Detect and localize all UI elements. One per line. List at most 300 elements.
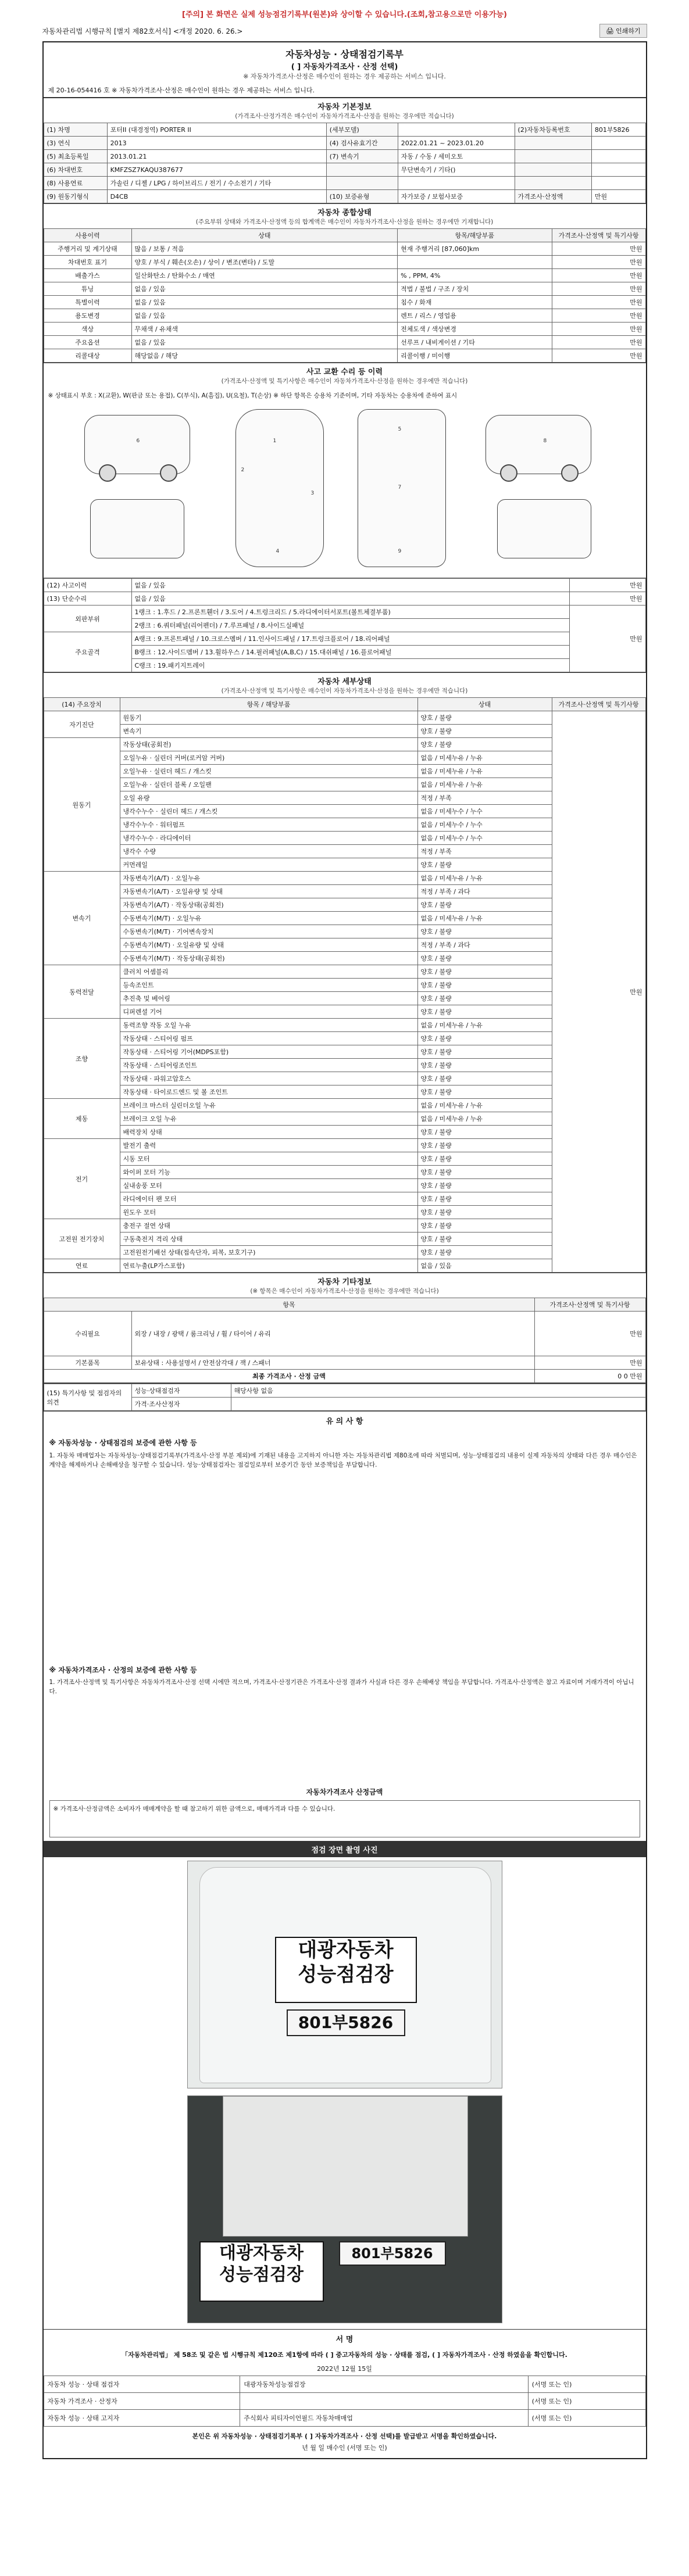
device-item: 작동상태 · 스티어링 펌프 bbox=[120, 1032, 417, 1045]
basic-cell bbox=[515, 137, 591, 150]
signer-role: 자동차 가격조사 · 산정자 bbox=[44, 2392, 240, 2409]
device-state: 양호 / 불량 bbox=[417, 1179, 552, 1192]
device-item: 라디에이터 팬 모터 bbox=[120, 1192, 417, 1206]
basic-cell bbox=[398, 177, 515, 190]
remarks-label: (15) 특기사항 및 점검자의 의견 bbox=[44, 1384, 131, 1411]
basic-cell: (5) 최초등록일 bbox=[44, 150, 107, 163]
device-state: 양호 / 불량 bbox=[417, 1059, 552, 1072]
general-cell: 특별이력 bbox=[44, 296, 131, 309]
sign-section bbox=[44, 2329, 646, 2458]
basic-cell: (9) 원동기형식 bbox=[44, 190, 107, 203]
basic-cell: (7) 변속기 bbox=[326, 150, 398, 163]
device-state: 적정 / 부족 / 과다 bbox=[417, 938, 552, 952]
sign-footer-line: 년 월 일 매수인 (서명 또는 인) bbox=[302, 2444, 387, 2452]
top-bar bbox=[42, 24, 647, 38]
device-state: 양호 / 불량 bbox=[417, 1192, 552, 1206]
basic-cell: (10) 보증유형 bbox=[326, 190, 398, 203]
basic-cell: (3) 연식 bbox=[44, 137, 107, 150]
general-cell: 튜닝 bbox=[44, 282, 131, 296]
etc-desc: (※ 항목은 매수인이 자동차가격조사·산정을 원하는 경우에만 적습니다) bbox=[250, 1288, 439, 1295]
general-cell: 없음 / 있음 bbox=[131, 282, 398, 296]
device-item: 작동상태 · 스티어링 기어(MDPS포함) bbox=[120, 1045, 417, 1059]
general-cell: 만원 bbox=[552, 256, 645, 269]
repair-needed-label: 수리필요 bbox=[44, 1312, 131, 1356]
doc-number: 제 20-16-054416 호 ※ 자동차가격조사·산정은 매수인이 원하는 경우 제공하는 서비스 입니다. bbox=[44, 83, 646, 98]
accident-desc: (가격조사·산정액 및 특기사항은 매수인이 자동차가격조사·산정을 원하는 경우에만 적습니다) bbox=[221, 378, 468, 385]
device-item: 동력조향 작동 오일 누유 bbox=[120, 1019, 417, 1032]
device-state: 적정 / 부족 bbox=[417, 845, 552, 858]
basic-cell: D4CB bbox=[107, 190, 326, 203]
general-cell: 만원 bbox=[552, 242, 645, 256]
device-state: 양호 / 불량 bbox=[417, 898, 552, 912]
sign-line2: 성능점검장 bbox=[298, 1963, 394, 1987]
general-desc: (주요부위 상태와 가격조사·산정액 등의 합계액은 매수인이 자동차가격조사·산정을 원하는 경우에만 기재합니다) bbox=[195, 218, 494, 225]
device-state: 양호 / 불량 bbox=[417, 1206, 552, 1219]
diagram-label: 6 bbox=[136, 438, 140, 444]
accident-table bbox=[44, 578, 646, 672]
doc-title: 자동차성능 · 상태점검기록부 bbox=[285, 49, 404, 60]
general-cell: 용도변경 bbox=[44, 309, 131, 323]
basic-cell bbox=[326, 177, 398, 190]
general-cell: 해당없음 / 해당 bbox=[131, 349, 398, 363]
signer-name: 대광자동차성능점검장 bbox=[240, 2376, 528, 2392]
device-item: 자동변속기(A/T) · 작동상태(공회전) bbox=[120, 898, 417, 912]
column-header: 가격조사·산정액 및 특기사항 bbox=[552, 229, 645, 242]
basic-cell: 801부5826 bbox=[591, 123, 645, 137]
general-cell: 무채색 / 유채색 bbox=[131, 323, 398, 336]
license-plate: 801부5826 bbox=[339, 2241, 446, 2266]
device-item: 연료누출(LP가스포함) bbox=[120, 1259, 417, 1273]
photo-wrap bbox=[44, 2092, 646, 2329]
signer-name bbox=[240, 2392, 528, 2409]
device-group-label: 연료 bbox=[44, 1259, 120, 1273]
diagram-label: 3 bbox=[310, 490, 315, 496]
table-row bbox=[44, 150, 645, 163]
basic-cell bbox=[591, 137, 645, 150]
device-item: 원동기 bbox=[120, 711, 417, 725]
main-frame-c: C랭크 : 19.패키지트레이 bbox=[131, 659, 569, 672]
table-row bbox=[44, 282, 645, 296]
basic-info-title: 자동차 기본정보 bbox=[317, 103, 372, 112]
doc-subtitle-note: ※ 자동차가격조사·산정은 매수인이 원하는 경우 제공하는 서비스 입니다. bbox=[243, 73, 446, 80]
device-item: 오일누유 · 실린더 헤드 / 개스킷 bbox=[120, 765, 417, 778]
general-cell bbox=[398, 256, 552, 269]
device-state: 양호 / 불량 bbox=[417, 1233, 552, 1246]
signer-sign: (서명 또는 인) bbox=[528, 2392, 645, 2409]
basic-cell bbox=[515, 163, 591, 177]
price-cell: 만원 bbox=[569, 606, 645, 672]
table-row bbox=[44, 242, 645, 256]
general-cell: 양호 / 부식 / 훼손(오손) / 상이 / 변조(변타) / 도말 bbox=[131, 256, 398, 269]
diagram-label: 2 bbox=[241, 467, 245, 473]
main-frame-b: B랭크 : 12.사이드멤버 / 13.휠하우스 / 14.필러패널(A,B,C) / 15.대쉬패널 / 16.플로어패널 bbox=[131, 646, 569, 659]
notes-sec3-title: 자동차가격조사 산정금액 bbox=[306, 1788, 383, 1797]
column-header: 사용이력 bbox=[44, 229, 131, 242]
inspector-table bbox=[44, 1384, 646, 1411]
cargo-box-icon bbox=[223, 2096, 468, 2237]
device-state: 양호 / 불량 bbox=[417, 952, 552, 965]
basic-cell bbox=[398, 123, 515, 137]
device-state: 없음 / 미세누유 / 누유 bbox=[417, 778, 552, 791]
detail-title: 자동차 세부상태 bbox=[317, 678, 372, 686]
device-item: 수동변속기(M/T) · 오일누유 bbox=[120, 912, 417, 925]
device-state: 없음 / 미세누유 / 누유 bbox=[417, 1019, 552, 1032]
device-state: 양호 / 불량 bbox=[417, 725, 552, 738]
wheel-icon bbox=[99, 464, 116, 482]
basic-cell: 포터II (대경정역) PORTER II bbox=[107, 123, 326, 137]
print-button[interactable] bbox=[599, 24, 647, 38]
table-row bbox=[44, 296, 645, 309]
signer-sign: (서명 또는 인) bbox=[528, 2409, 645, 2426]
column-header: 항목 / 해당부품 bbox=[120, 698, 417, 711]
table-row bbox=[44, 659, 645, 672]
device-item: 오일누유 · 실린더 커버(로커암 커버) bbox=[120, 751, 417, 765]
device-group-label: 동력전달 bbox=[44, 965, 120, 1019]
device-state: 없음 / 미세누수 / 누수 bbox=[417, 818, 552, 832]
device-state: 양호 / 불량 bbox=[417, 1152, 552, 1166]
device-state: 없음 / 미세누유 / 누유 bbox=[417, 872, 552, 885]
diagram-label: 4 bbox=[276, 549, 280, 554]
device-item: 윈도우 모터 bbox=[120, 1206, 417, 1219]
device-item: 배력장치 상태 bbox=[120, 1126, 417, 1139]
basic-cell: (2)자동차등록번호 bbox=[515, 123, 591, 137]
general-cell: 적법 / 불법 / 구조 / 장치 bbox=[398, 282, 552, 296]
basic-cell: (1) 차명 bbox=[44, 123, 107, 137]
price-cell: 만원 bbox=[569, 592, 645, 606]
device-state: 양호 / 불량 bbox=[417, 711, 552, 725]
column-header: 항목 bbox=[44, 1298, 534, 1312]
table-row bbox=[44, 646, 645, 659]
device-item: 오일 유량 bbox=[120, 791, 417, 805]
table-row bbox=[44, 2376, 645, 2392]
device-item: 수동변속기(M/T) · 기어변속장치 bbox=[120, 925, 417, 938]
device-group-label: 조향 bbox=[44, 1019, 120, 1099]
device-item: 디퍼렌셜 기어 bbox=[120, 1005, 417, 1019]
table-row bbox=[44, 1356, 645, 1370]
vehicle-diagram bbox=[44, 403, 646, 578]
sign-header: 서 명 bbox=[335, 2335, 354, 2344]
basic-items-value: 보유상태 : 사용설명서 / 안전삼각대 / 잭 / 스패너 bbox=[131, 1356, 534, 1370]
device-item: 냉각수누수 · 라디에이터 bbox=[120, 832, 417, 845]
wheel-icon bbox=[561, 464, 579, 482]
car-front-icon bbox=[90, 499, 184, 558]
etc-table bbox=[44, 1298, 646, 1383]
column-header: 상태 bbox=[131, 229, 398, 242]
device-group-label: 원동기 bbox=[44, 738, 120, 872]
device-item: 작동상태 · 스티어링조인트 bbox=[120, 1059, 417, 1072]
signer-sign: (서명 또는 인) bbox=[528, 2376, 645, 2392]
inspection-sign bbox=[275, 1937, 417, 2003]
device-state: 양호 / 불량 bbox=[417, 979, 552, 992]
device-item: 변속기 bbox=[120, 725, 417, 738]
inspection-sign bbox=[199, 2241, 324, 2302]
notes-header: 유 의 사 항 bbox=[326, 1417, 363, 1426]
exterior-rank2: 2랭크 : 6.쿼터패널(리어펜더) / 7.루프패널 / 8.사이드실패널 bbox=[131, 619, 569, 632]
page bbox=[42, 0, 647, 2459]
appraiser-opinion bbox=[231, 1398, 645, 1411]
table-row bbox=[44, 229, 645, 242]
device-state: 양호 / 불량 bbox=[417, 1045, 552, 1059]
basic-cell: 자가보증 / 보험사보증 bbox=[398, 190, 515, 203]
notes-sec1-body: 1. 자동차 매매업자는 자동차성능·상태점검기록부(가격조사·산정 부분 제외)에 기재된 내용을 고지하지 아니한 자는 자동차관리법 제80조에 따라 처벌되며, 성능·상태점검의 내용이 실제 자동차의 상태와 다른 경우 매수인은 계약을 해제하거나 손해배상을 청구할 수 있습니다. 성능·상태점검자는 점검일로부터 보증기간 동안 보증책임을 부담합니다. bbox=[49, 1452, 637, 1468]
basic-cell: 무단변속기 / 기타() bbox=[398, 163, 515, 177]
device-state: 적정 / 부족 / 과다 bbox=[417, 885, 552, 898]
table-row bbox=[44, 177, 645, 190]
sign-line2: 성능점검장 bbox=[219, 2265, 304, 2285]
basic-cell: 2022.01.21 ~ 2023.01.20 bbox=[398, 137, 515, 150]
front-photo bbox=[187, 1861, 502, 2088]
sign-footer: 본인은 위 자동차성능 · 상태점검기록부 ( ] 자동차가격조사 · 산정 선택)를 발급받고 서명을 확인하였습니다. bbox=[192, 2432, 497, 2440]
car-side-right-icon bbox=[485, 415, 591, 474]
warning-notice: [주의] 본 화면은 실제 성능점검기록부(원본)와 상이할 수 있습니다.(조회,참고용으로만 이용가능) bbox=[182, 10, 507, 19]
general-cell: 선루프 / 내비게이션 / 기타 bbox=[398, 336, 552, 349]
device-item: 발전기 출력 bbox=[120, 1139, 417, 1152]
table-row bbox=[44, 163, 645, 177]
table-row bbox=[44, 619, 645, 632]
device-item: 충전구 절연 상태 bbox=[120, 1219, 417, 1233]
simple-repair-label: (13) 단순수리 bbox=[44, 592, 131, 606]
device-state: 양호 / 불량 bbox=[417, 1219, 552, 1233]
basic-cell: (세부모델) bbox=[326, 123, 398, 137]
basic-cell: 가격조사·산정액 bbox=[515, 190, 591, 203]
device-state: 적정 / 부족 bbox=[417, 791, 552, 805]
general-cell: 만원 bbox=[552, 309, 645, 323]
signer-name: 주식회사 피티자이언필드 자동차매매업 bbox=[240, 2409, 528, 2426]
table-row bbox=[44, 592, 645, 606]
price-cell: 만원 bbox=[569, 579, 645, 592]
notes-sec2-title: ※ 자동차가격조사 · 산정의 보증에 관한 사항 등 bbox=[49, 1665, 197, 1674]
basic-items-label: 기본품목 bbox=[44, 1356, 131, 1370]
table-row bbox=[44, 336, 645, 349]
device-state: 양호 / 불량 bbox=[417, 1126, 552, 1139]
sign-line1: 대광자동차 bbox=[298, 1938, 394, 1962]
column-header: 항목/해당부품 bbox=[398, 229, 552, 242]
basic-cell bbox=[591, 150, 645, 163]
accident-history-label: (12) 사고이력 bbox=[44, 579, 131, 592]
general-cell: 일산화탄소 / 탄화수소 / 매연 bbox=[131, 269, 398, 282]
notes-sec1-title: ※ 자동차성능 · 상태점검의 보증에 관한 사항 등 bbox=[49, 1439, 197, 1447]
device-state: 없음 / 미세누유 / 누유 bbox=[417, 765, 552, 778]
table-row bbox=[44, 698, 645, 711]
table-row bbox=[44, 1384, 645, 1398]
general-cell: 리콜이행 / 미이행 bbox=[398, 349, 552, 363]
general-cell: 만원 bbox=[552, 282, 645, 296]
table-row bbox=[44, 579, 645, 592]
car-frame-icon bbox=[358, 409, 446, 567]
exterior-rank1: 1랭크 : 1.후드 / 2.프론트휀더 / 3.도어 / 4.트렁크리드 / 5.라디에이터서포트(볼트체결부품) bbox=[131, 606, 569, 619]
total-label: 최종 가격조사 · 산정 금액 bbox=[44, 1370, 534, 1383]
device-item: 와이퍼 모터 기능 bbox=[120, 1166, 417, 1179]
device-item: 구동축전지 격리 상태 bbox=[120, 1233, 417, 1246]
photo-wrap bbox=[44, 1857, 646, 2092]
simple-repair-value: 없음 / 있음 bbox=[131, 592, 569, 606]
basic-cell bbox=[326, 163, 398, 177]
device-item: 등속조인트 bbox=[120, 979, 417, 992]
device-item: 추진축 및 베어링 bbox=[120, 992, 417, 1005]
device-state: 양호 / 불량 bbox=[417, 858, 552, 872]
table-row bbox=[44, 1312, 645, 1356]
table-row bbox=[44, 2409, 645, 2426]
device-item: 고전원전기배선 상태(접속단자, 피복, 보호기구) bbox=[120, 1246, 417, 1259]
table-row bbox=[44, 1370, 645, 1383]
inspection-record bbox=[42, 41, 647, 2459]
device-state: 양호 / 불량 bbox=[417, 1166, 552, 1179]
price-cell: 만원 bbox=[534, 1312, 645, 1356]
device-item: 작동상태 · 파워고압호스 bbox=[120, 1072, 417, 1085]
detail-table bbox=[44, 697, 646, 1273]
basic-info-section bbox=[44, 98, 646, 203]
print-label: 인쇄하기 bbox=[615, 28, 641, 35]
photo-section bbox=[44, 1841, 646, 2329]
table-row bbox=[44, 606, 645, 619]
device-item: 실내송풍 모터 bbox=[120, 1179, 417, 1192]
general-cell: 주행거리 및 계기상태 bbox=[44, 242, 131, 256]
device-item: 자동변속기(A/T) · 오일누유 bbox=[120, 872, 417, 885]
basic-cell: 만원 bbox=[591, 190, 645, 203]
table-row bbox=[44, 711, 645, 725]
device-item: 자동변속기(A/T) · 오일유량 및 상태 bbox=[120, 885, 417, 898]
table-row bbox=[44, 309, 645, 323]
general-cell: 현재 주행거리 [87,060]km bbox=[398, 242, 552, 256]
basic-info-table bbox=[44, 123, 646, 203]
exterior-label: 외판부위 bbox=[44, 606, 131, 632]
device-state: 양호 / 불량 bbox=[417, 1005, 552, 1019]
signer-role: 자동차 성능 · 상태 점검자 bbox=[44, 2376, 240, 2392]
etc-title: 자동차 기타정보 bbox=[317, 1278, 372, 1287]
table-row bbox=[44, 323, 645, 336]
column-header: 상태 bbox=[417, 698, 552, 711]
general-section bbox=[44, 203, 646, 363]
general-cell: 만원 bbox=[552, 349, 645, 363]
device-item: 냉각수누수 · 워터펌프 bbox=[120, 818, 417, 832]
device-item: 작동상태 · 타이로드엔드 및 볼 조인트 bbox=[120, 1085, 417, 1099]
sign-table bbox=[44, 2376, 646, 2427]
price-cell: 만원 bbox=[552, 711, 645, 1273]
device-item: 클러치 어셈블리 bbox=[120, 965, 417, 979]
basic-cell: 2013.01.21 bbox=[107, 150, 326, 163]
device-state: 양호 / 불량 bbox=[417, 965, 552, 979]
notes-section bbox=[44, 1411, 646, 1841]
basic-info-desc: (가격조사·산정가격은 매수인이 자동차가격조사·산정을 원하는 경우에만 적습니다) bbox=[235, 113, 454, 120]
appraiser-role: 가격·조사산정자 bbox=[131, 1398, 231, 1411]
general-cell: 만원 bbox=[552, 323, 645, 336]
photo-title: 점검 장면 촬영 사진 bbox=[44, 1841, 646, 1857]
device-state: 없음 / 미세누유 / 누유 bbox=[417, 751, 552, 765]
device-group-label: 고전원 전기장치 bbox=[44, 1219, 120, 1259]
total-value: 0 0 bbox=[617, 1373, 628, 1380]
general-cell: 침수 / 화재 bbox=[398, 296, 552, 309]
basic-cell bbox=[591, 177, 645, 190]
general-table bbox=[44, 228, 646, 363]
device-group-label: 자기진단 bbox=[44, 711, 120, 738]
general-title: 자동차 종합상태 bbox=[317, 209, 372, 217]
price-cell: 만원 bbox=[534, 1356, 645, 1370]
diagram-label: 7 bbox=[398, 485, 402, 490]
device-state: 양호 / 불량 bbox=[417, 1139, 552, 1152]
device-state: 없음 / 미세누수 / 누수 bbox=[417, 832, 552, 845]
basic-cell: (6) 차대번호 bbox=[44, 163, 107, 177]
signer-role: 자동차 성능 · 상태 고지자 bbox=[44, 2409, 240, 2426]
notes-sec3-body: ※ 가격조사·산정금액은 소비자가 매매계약을 할 때 참고하기 위한 금액으로, 매매가격과 다를 수 있습니다. bbox=[49, 1800, 640, 1837]
device-state: 양호 / 불량 bbox=[417, 1032, 552, 1045]
device-item: 작동상태(공회전) bbox=[120, 738, 417, 751]
device-state: 양호 / 불량 bbox=[417, 1246, 552, 1259]
table-row bbox=[44, 2392, 645, 2409]
column-header: (14) 주요장치 bbox=[44, 698, 120, 711]
general-cell: 없음 / 있음 bbox=[131, 296, 398, 309]
table-row bbox=[44, 1398, 645, 1411]
table-row bbox=[44, 137, 645, 150]
table-row bbox=[44, 123, 645, 137]
total-cell bbox=[534, 1370, 645, 1383]
table-row bbox=[44, 349, 645, 363]
general-cell: 렌트 / 리스 / 영업용 bbox=[398, 309, 552, 323]
general-cell: 배출가스 bbox=[44, 269, 131, 282]
column-header: 가격조사·산정액 및 특기사항 bbox=[552, 698, 645, 711]
accident-history-value: 없음 / 있음 bbox=[131, 579, 569, 592]
main-frame-label: 주요골격 bbox=[44, 632, 131, 672]
device-state: 양호 / 불량 bbox=[417, 1085, 552, 1099]
wheel-icon bbox=[160, 464, 177, 482]
diagram-label: 8 bbox=[543, 438, 547, 444]
device-item: 커먼레일 bbox=[120, 858, 417, 872]
device-state: 양호 / 불량 bbox=[417, 1072, 552, 1085]
general-cell: 없음 / 있음 bbox=[131, 336, 398, 349]
diagram-label: 9 bbox=[398, 549, 402, 554]
general-cell: % , PPM, 4% bbox=[398, 269, 552, 282]
device-group-label: 변속기 bbox=[44, 872, 120, 965]
table-row bbox=[44, 632, 645, 646]
basic-cell bbox=[591, 163, 645, 177]
form-reference: 자동차관리법 시행규칙 [별지 제82호서식] <개정 2020. 6. 26.> bbox=[42, 27, 243, 35]
device-item: 냉각수 수량 bbox=[120, 845, 417, 858]
detail-desc: (가격조사·산정액 및 특기사항은 매수인이 자동차가격조사·산정을 원하는 경우에만 적습니다) bbox=[221, 687, 468, 694]
general-cell: 주요옵션 bbox=[44, 336, 131, 349]
table-row bbox=[44, 190, 645, 203]
general-cell: 만원 bbox=[552, 269, 645, 282]
sign-line1: 대광자동차 bbox=[219, 2242, 304, 2263]
basic-cell: 2013 bbox=[107, 137, 326, 150]
table-row bbox=[44, 269, 645, 282]
basic-cell: (8) 사용연료 bbox=[44, 177, 107, 190]
wheel-icon bbox=[500, 464, 517, 482]
diagram-label: 1 bbox=[273, 438, 277, 444]
general-cell: 리콜대상 bbox=[44, 349, 131, 363]
general-cell: 전체도색 / 색상변경 bbox=[398, 323, 552, 336]
device-state: 없음 / 미세누유 / 누유 bbox=[417, 1099, 552, 1112]
inspector-opinion: 해당사항 없음 bbox=[231, 1384, 645, 1398]
sign-law: 「자동차관리법」 제 58조 및 같은 법 시행규칙 제120조 제1항에 따라 ( ] 중고자동차의 성능 · 상태를 점검, ( ] 자동차가격조사 · 산정 하였음을 확인합니다. bbox=[122, 2351, 567, 2359]
basic-cell bbox=[515, 150, 591, 163]
car-top-icon bbox=[235, 409, 324, 567]
device-item: 브레이크 마스터 실린더오일 누유 bbox=[120, 1099, 417, 1112]
device-item: 오일누유 · 실린더 블록 / 오일팬 bbox=[120, 778, 417, 791]
basic-cell: (4) 검사유효기간 bbox=[326, 137, 398, 150]
repair-needed-value: 외장 / 내장 / 광택 / 룸크리닝 / 휠 / 타이어 / 유리 bbox=[131, 1312, 534, 1356]
inspector-section bbox=[44, 1383, 646, 1411]
basic-cell: 가솔린 / 디젤 / LPG / 하이브리드 / 전기 / 수소전기 / 기타 bbox=[107, 177, 326, 190]
notes-sec2-body: 1. 가격조사·산정액 및 특기사항은 자동차가격조사·산정 선택 시에만 적으며, 가격조사·산정기관은 가격조사·산정 결과가 사실과 다른 경우 손해배상 책임을 부담합니다. 가격조사·산정액은 참고 자료이며 거래가격이 아닙니다. bbox=[49, 1679, 634, 1696]
device-state: 없음 / 미세누수 / 누수 bbox=[417, 805, 552, 818]
table-row bbox=[44, 1298, 645, 1312]
basic-cell: 자동 / 수동 / 세미오토 bbox=[398, 150, 515, 163]
device-item: 냉각수누수 · 실린더 헤드 / 개스킷 bbox=[120, 805, 417, 818]
device-state: 양호 / 불량 bbox=[417, 738, 552, 751]
general-cell: 색상 bbox=[44, 323, 131, 336]
device-state: 없음 / 미세누유 / 누유 bbox=[417, 1112, 552, 1126]
device-item: 시동 모터 bbox=[120, 1152, 417, 1166]
rear-photo bbox=[187, 2095, 502, 2323]
